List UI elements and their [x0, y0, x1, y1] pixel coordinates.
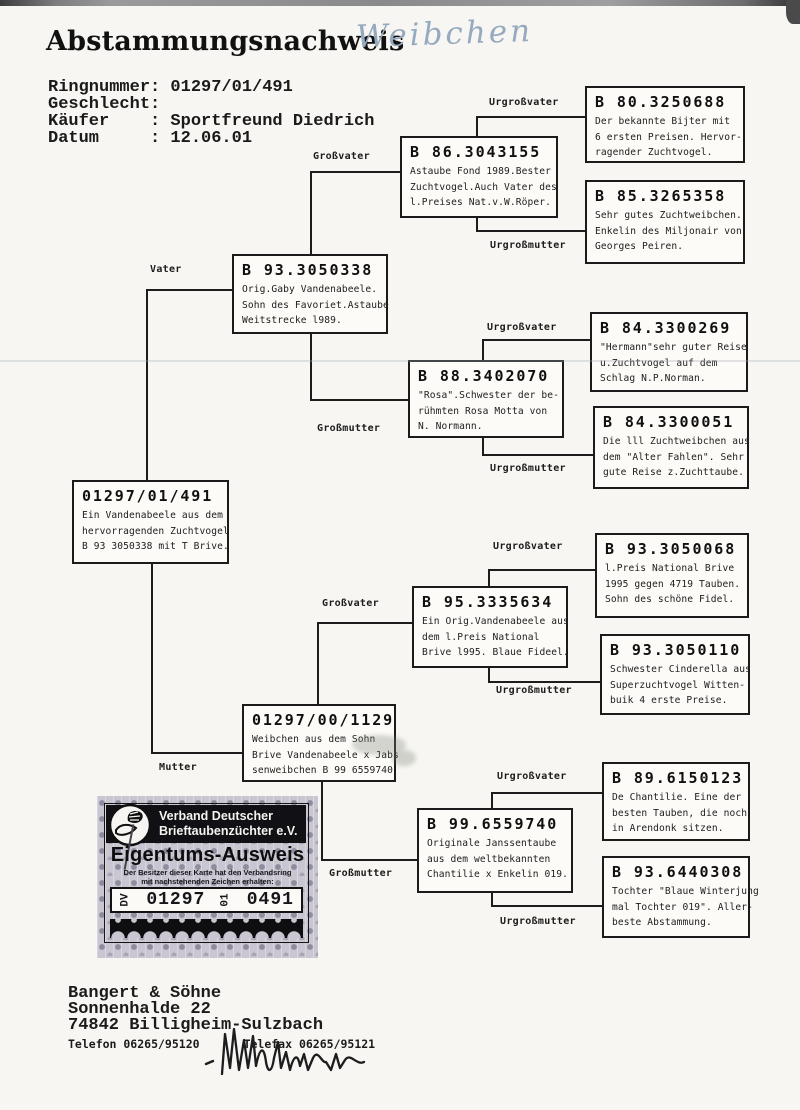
pedigree-text: De Chantilie. Eine der [612, 792, 742, 803]
ring-number: B 84.3300269 [600, 319, 732, 337]
pedigree-text: Ein Orig.Vandenabeele aus [422, 616, 569, 627]
field-geschlecht: Geschlecht: [48, 95, 161, 114]
label-urgrossvater-3: Urgroßvater [493, 541, 563, 552]
field-ringnummer: Ringnummer: 01297/01/491 [48, 78, 293, 97]
label-grossvater-2: Großvater [322, 598, 379, 609]
ring-number: 01297/01/491 [82, 487, 214, 505]
pedigree-box-greatgrandmother-1 [585, 180, 745, 264]
connector-line [488, 570, 490, 587]
pedigree-box-father [232, 254, 388, 334]
connector-line [151, 752, 244, 754]
scan-corner-artifact [786, 0, 800, 24]
stamp-fine-print-line2: mit nachstehenden Zeichen erhalten: [141, 876, 274, 886]
ring-number: 01297/00/1129 [252, 711, 395, 729]
pedigree-text: 6 ersten Preisen. Hervor- [595, 131, 742, 143]
pedigree-box-grandfather-paternal [400, 136, 558, 218]
stamp-association-line1: Verband Deutscher [159, 809, 273, 823]
pedigree-text: Weitstrecke l989. [242, 315, 342, 327]
label-mutter: Mutter [159, 762, 197, 773]
ring-number: B 99.6559740 [427, 815, 559, 833]
breeder-street: Sonnenhalde 22 [68, 1000, 211, 1019]
connector-line [317, 622, 414, 624]
connector-line [476, 230, 587, 232]
pedigree-box-grandfather-maternal [412, 586, 568, 668]
field-kaeufer: Käufer : Sportfreund Diedrich [48, 112, 375, 131]
pedigree-text: l.Preis National Brive [605, 563, 735, 574]
pedigree-box-grandmother-paternal [408, 360, 564, 438]
pedigree-box-greatgrandfather-3 [595, 533, 749, 618]
pedigree-text: 1995 gegen 4719 Tauben. [605, 578, 741, 590]
connector-line [476, 116, 587, 118]
pedigree-text: Brive Vandenabeele x Jabs [252, 749, 399, 761]
connector-line [310, 334, 312, 401]
pedigree-text: Schwester Cinderella aus [610, 664, 752, 675]
pedigree-text: Georges Peiren. [595, 241, 684, 253]
ring-code-part2: 01 [220, 893, 233, 907]
ring-number: B 93.3050110 [610, 641, 742, 659]
connector-line [317, 623, 319, 705]
ring-number: B 93.3050338 [242, 261, 374, 279]
pedigree-text: gute Reise z.Zuchttaube. [603, 467, 745, 479]
pedigree-text: N. Normann. [418, 421, 483, 433]
breeder-fax: Telefax 06265/95121 [243, 1037, 376, 1051]
label-vater: Vater [150, 264, 182, 275]
pedigree-text: Brive l995. Blaue Fideel. [422, 647, 569, 659]
ring-number: B 93.6440308 [612, 863, 744, 881]
field-datum: Datum : 12.06.01 [48, 129, 253, 148]
label-grossmutter-1: Großmutter [317, 423, 381, 434]
pedigree-box-greatgrandfather-1 [585, 86, 745, 163]
breeder-phone: Telefon 06265/95120 [68, 1037, 200, 1051]
connector-line [491, 792, 604, 794]
pedigree-text: Superzuchtvogel Witten- [610, 679, 746, 691]
ring-number: B 80.3250688 [595, 93, 727, 111]
page-title: Abstammungsnachweis [46, 26, 405, 57]
pedigree-box-subject [72, 480, 229, 564]
scan-edge-artifact [0, 0, 800, 6]
pedigree-box-greatgrandmother-4 [602, 856, 759, 938]
ring-number: B 88.3402070 [418, 367, 550, 385]
stamp-heading: Eigentums-Ausweis [110, 844, 305, 866]
connector-line [310, 171, 402, 173]
stamp-association-line2: Brieftaubenzüchter e.V. [159, 823, 298, 838]
pedigree-box-grandmother-maternal [417, 808, 573, 893]
pedigree-box-greatgrandmother-2 [593, 406, 749, 489]
label-urgrossvater-1: Urgroßvater [489, 97, 559, 108]
pedigree-text: buik 4 erste Preise. [610, 695, 728, 707]
label-grossvater-1: Großvater [313, 151, 370, 162]
label-urgrossmutter-1: Urgroßmutter [490, 240, 566, 251]
label-urgrossmutter-2: Urgroßmutter [490, 463, 566, 474]
connector-line [151, 564, 153, 754]
pedigree-text: beste Abstammung. [612, 917, 712, 929]
breeder-city: 74842 Billigheim-Sulzbach [68, 1016, 324, 1035]
label-urgrossvater-2: Urgroßvater [487, 322, 557, 333]
signature [198, 1022, 398, 1088]
connector-line [321, 782, 323, 861]
pedigree-text: rühmten Rosa Motta von [418, 405, 548, 417]
pedigree-text: Chantilie x Enkelin 019. [427, 869, 569, 881]
label-urgrossmutter-3: Urgroßmutter [496, 685, 572, 696]
pedigree-text: u.Zuchtvogel auf dem [600, 357, 718, 369]
breeder-name: Bangert & Söhne [68, 984, 222, 1003]
stamp-fine-print-line1: Der Besitzer dieser Karte hat den Verbandsring [123, 868, 292, 877]
pedigree-text: hervorragenden Zuchtvogel [82, 525, 229, 537]
pedigree-text: Die lll Zuchtweibchen aus [603, 436, 750, 447]
pedigree-text: Ein Vandenabeele aus dem [82, 510, 224, 521]
pedigree-box-greatgrandfather-4 [602, 762, 750, 841]
ring-number: B 84.3300051 [603, 413, 735, 431]
pedigree-text: in Arendonk sitzen. [612, 823, 724, 835]
connector-line [310, 172, 312, 255]
handwritten-sex-note: Weibchen [355, 12, 534, 56]
connector-line [146, 289, 234, 291]
connector-line [482, 340, 484, 361]
connector-line [146, 290, 148, 481]
pedigree-text: Orig.Gaby Vandenabeele. [242, 284, 378, 295]
pedigree-text: aus dem weltbekannten [427, 853, 551, 865]
stamp-ornament-band [110, 919, 303, 938]
label-urgrossmutter-4: Urgroßmutter [500, 916, 576, 927]
ring-number: B 86.3043155 [410, 143, 542, 161]
pedigree-text: Enkelin des Miljonair von [595, 225, 742, 237]
connector-line [321, 859, 419, 861]
pedigree-text: Astaube Fond 1989.Bester [410, 166, 552, 177]
pedigree-text: senweibchen B 99 6559740 [252, 765, 394, 777]
connector-line [491, 793, 493, 809]
pedigree-text: dem l.Preis National [422, 631, 540, 643]
pedigree-text: ragender Zuchtvogel. [595, 147, 713, 159]
ring-number: B 93.3050068 [605, 540, 737, 558]
connector-line [482, 339, 592, 341]
pedigree-text: B 93 3050338 mit T Brive. [82, 541, 229, 553]
pedigree-text: dem "Alter Fahlen". Sehr [603, 451, 745, 463]
ring-number: B 89.6150123 [612, 769, 744, 787]
ring-code-part1: 01297 [146, 890, 206, 910]
pedigree-text: Sohn des schöne Fidel. [605, 594, 735, 606]
label-urgrossvater-4: Urgroßvater [497, 771, 567, 782]
ring-code-prefix: DV [119, 893, 132, 907]
pedigree-text: besten Tauben, die noch [612, 807, 748, 819]
connector-line [310, 399, 410, 401]
pedigree-text: "Rosa".Schwester der be- [418, 390, 560, 401]
pedigree-text: Sohn des Favoriet.Astaube [242, 299, 389, 311]
ownership-stamp [97, 796, 318, 958]
pedigree-text: Zuchtvogel.Auch Vater des [410, 181, 557, 193]
connector-line [488, 681, 602, 683]
ring-number: B 85.3265358 [595, 187, 727, 205]
pedigree-text: Tochter "Blaue Winterjung [612, 886, 759, 897]
connector-line [491, 905, 604, 907]
pedigree-text: Schlag N.P.Norman. [600, 373, 706, 385]
pedigree-text: Der bekannte Bijter mit [595, 116, 731, 127]
label-grossmutter-2: Großmutter [329, 868, 393, 879]
ink-smudge [392, 750, 416, 766]
pedigree-text: Originale Janssentaube [427, 838, 557, 849]
connector-line [488, 569, 597, 571]
connector-line [476, 117, 478, 137]
pedigree-box-greatgrandmother-3 [600, 634, 750, 715]
pedigree-text: Weibchen aus dem Sohn [252, 734, 376, 745]
stamp-association-name [159, 809, 297, 838]
pedigree-text: "Hermann"sehr guter Reise [600, 342, 747, 353]
stamp-fine-print [97, 869, 318, 886]
stamp-ring-code [110, 887, 303, 913]
pedigree-text: Sehr gutes Zuchtweibchen. [595, 210, 742, 221]
pedigree-box-greatgrandfather-2 [590, 312, 748, 392]
pedigree-text: l.Preises Nat.v.W.Röper. [410, 197, 552, 209]
ring-number: B 95.3335634 [422, 593, 554, 611]
connector-line [482, 454, 595, 456]
ring-code-part3: 0491 [246, 890, 294, 910]
pedigree-text: mal Tochter 019". Aller- [612, 901, 754, 913]
